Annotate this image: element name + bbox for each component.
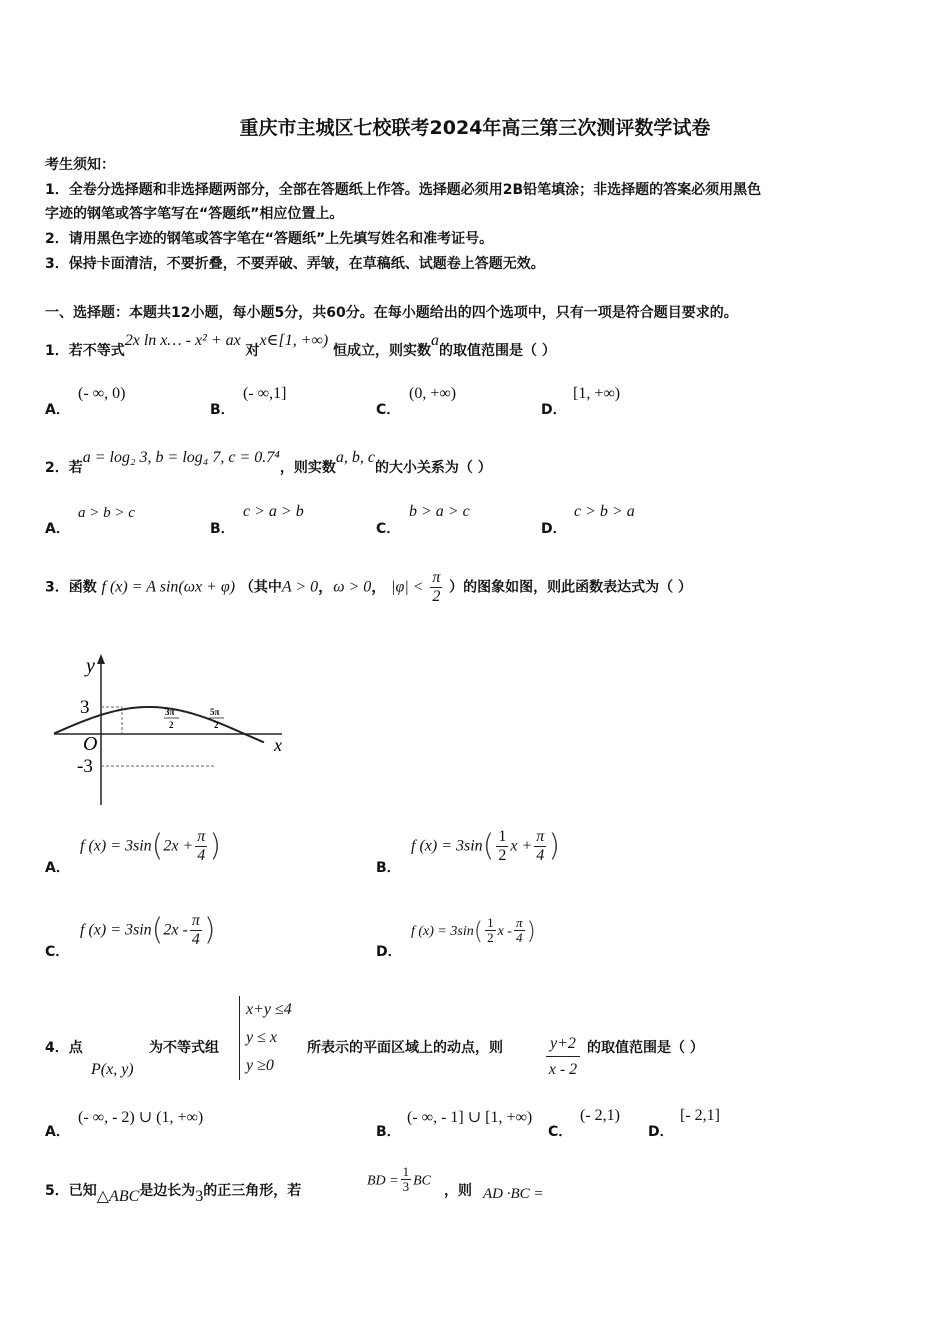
q4-mid: 为不等式组 [149,1040,219,1056]
q1-dui: 对 [245,343,260,359]
q4-label-a: A． [45,1124,70,1140]
q3-label-c: C． [45,944,70,960]
q1-label-a: A． [45,402,70,418]
q1-option-c: (0, +∞) [409,385,457,402]
q3-cond-pre: （其中 [239,579,282,596]
q1-label-d: D． [541,402,567,418]
q5-prefix: 5．已知 [45,1183,97,1199]
q2-option-b: c > a > b [243,503,304,520]
q4-ineq-1: x+y ≤4 [246,1001,292,1018]
notice-item-1-line-1: 1．全卷分选择题和非选择题两部分，全部在答题纸上作答。选择题必须用2B铅笔填涂；非选择题的答案必须用黑色 [45,182,762,198]
question-3 [45,569,692,605]
y-axis-label: y [86,655,95,677]
q3-b-one: 1 [498,828,507,845]
q3-function: f (x) = A sin(ωx + φ) [101,578,236,596]
q4-option-c: (- 2,1) [580,1107,620,1124]
q3-option-c: f (x) = 3sin(2x - $\frac{\pi}{4}$ ) [80,912,216,948]
q3-option-b: f (x) = 3sin( $\frac{1}{2}$ x + $\frac{\pi}{4}$ ) [411,828,561,864]
q3-c-pi: π [191,912,200,929]
question-2 [45,448,492,477]
q4-prefix: 4．点 [45,1040,83,1056]
q3-d-one: 1 [487,915,494,930]
q4-option-d: [- 2,1] [680,1107,720,1124]
q4-frac-num: y+2 [546,1035,580,1057]
q4-option-b: (- ∞, - 1] ∪ [1, +∞) [407,1109,533,1126]
q2-label-a: A． [45,521,70,537]
q4-label-d: D． [648,1124,674,1140]
q3-pi-over-2 [430,569,442,605]
q5-three: 3 [402,1179,410,1195]
q3-a-lead: f (x) = 3sin [80,837,152,855]
q5-rhs: BC [413,1173,431,1189]
q3-b-lead: f (x) = 3sin [411,837,483,855]
q1-option-b: (- ∞,1] [243,385,287,402]
q4-inequality-system [239,996,292,1080]
q3-a-four: 4 [197,846,206,864]
tick-3pi-den: 2 [169,720,174,730]
q3-b-pi: π [536,828,545,845]
q3-c-four: 4 [191,930,200,948]
q3-pi: π [432,569,441,586]
q3-b-four: 4 [536,846,545,864]
q3-c-lead: f (x) = 3sin [80,921,152,939]
q1-label-c: C． [376,402,401,418]
q4-after: 所表示的平面区域上的动点，则 [307,1040,503,1056]
tick-5pi-den: 2 [214,720,219,730]
q5-lhs: BD = [367,1173,399,1189]
q2-mid: ，则实数 [279,460,336,476]
notice-item-1-line-2: 字迹的钢笔或答字笔写在“答题纸”相应位置上。 [45,206,344,222]
tick-3pi-num: 3π [165,707,175,717]
q4-fraction [546,1035,580,1078]
q3-comma-2: ， [371,577,387,596]
q4-option-a: (- ∞, - 2) ∪ (1, +∞) [78,1109,204,1126]
page-title: 重庆市主城区七校联考2024年高三第三次测评数学试卷 [239,117,711,139]
q3-cond-omega: ω > 0 [333,578,372,596]
q1-domain: x∈[1, +∞) [259,332,329,349]
q5-one: 1 [402,1164,410,1179]
q2-vars: a, b, c [335,449,375,466]
q1-var: a [431,332,440,349]
notice-heading: 考生须知： [45,157,115,173]
q2-prefix: 2．若 [45,460,83,476]
q5-dot-product: AD ·BC = [483,1186,544,1202]
q3-sine-graph [50,650,300,810]
q3-d-four: 4 [515,930,523,946]
q4-ineq-2: y ≤ x [246,1029,277,1046]
q3-d-inner: x - [497,923,512,939]
q4-label-b: B． [376,1124,401,1140]
y-axis-arrow [97,654,105,664]
origin-label: O [83,733,98,755]
q4-suffix: 的取值范围是（ ） [587,1040,704,1056]
q4-point: P(x, y) [91,1061,134,1078]
q3-d-lead: f (x) = 3sin [411,923,474,939]
q3-cond-a: A > 0 [281,578,319,596]
q3-b-inner: x + [510,837,533,855]
q1-label-b: B． [210,402,235,418]
q1-suffix: 的取值范围是（ ） [439,343,556,359]
q2-suffix: 的大小关系为（ ） [374,460,492,476]
y-min-label: -3 [77,756,93,777]
q3-b-two: 2 [498,846,507,864]
q3-a-inner: 2x + [163,837,194,855]
q3-label-d: D． [376,944,402,960]
q3-two: 2 [432,587,441,605]
q1-option-a: (- ∞, 0) [78,385,126,402]
q5-vector-condition [367,1165,431,1195]
q3-suffix: ）的图象如图，则此函数表达式为（ ） [449,579,692,596]
q3-option-d: f (x) = 3sin( $\frac{1}{2}$ x - $\frac{\pi}{4}$ ) [411,915,536,946]
q2-option-d: c > b > a [574,503,635,520]
q2-label-c: C． [376,521,401,537]
q3-cond-phi: |φ| < [391,578,424,596]
q5-mid: 是边长为 [139,1183,196,1199]
section-heading: 一、选择题：本题共12小题，每小题5分，共60分。在每小题给出的四个选项中，只有一项是符合题目要求的。 [45,305,738,321]
notice-item-3: 3．保持卡面清洁，不要折叠，不要弄破、弄皱，在草稿纸、试题卷上答题无效。 [45,256,545,272]
q5-then: ，则 [444,1183,472,1199]
q5-triangle: △ABC [96,1188,140,1205]
q1-prefix: 1．若不等式 [45,343,125,359]
q3-label-a: A． [45,860,70,876]
q2-label-d: D． [541,521,567,537]
q5-side: 3 [195,1188,204,1205]
q3-label-b: B． [376,860,401,876]
q2-option-a: a > b > c [78,505,135,521]
q2-expression: a = log₂ 3, b = log₄ 7, c = 0.7⁴ [82,449,280,466]
q1-mid: 恒成立，则实数 [333,343,432,359]
q4-label-c: C． [548,1124,573,1140]
tick-5pi-num: 5π [210,707,220,717]
q1-inequality: 2x ln x… - x² + ax [124,332,241,349]
notice-item-2: 2．请用黑色字迹的钢笔或答字笔在“答题纸”上先填写姓名和准考证号。 [45,231,494,247]
question-1 [45,330,556,360]
q3-option-a: f (x) = 3sin(2x + $\frac{\pi}{4}$ ) [80,828,222,864]
question-5 [45,1180,301,1206]
q4-ineq-3: y ≥0 [246,1057,274,1074]
x-axis-label: x [274,735,282,755]
q3-c-inner: 2x - [163,921,188,939]
q3-a-pi: π [197,828,206,845]
q3-d-two: 2 [487,930,494,946]
q2-label-b: B． [210,521,235,537]
q4-frac-den: x - 2 [548,1060,578,1078]
q5-mid2: 的正三角形，若 [203,1183,302,1199]
y-max-label: 3 [80,697,90,718]
q1-option-d: [1, +∞) [573,385,621,402]
q3-comma-1: ， [318,577,334,596]
q3-d-pi: π [515,915,523,930]
q3-prefix: 3．函数 [45,579,97,596]
q2-option-c: b > a > c [409,503,470,520]
